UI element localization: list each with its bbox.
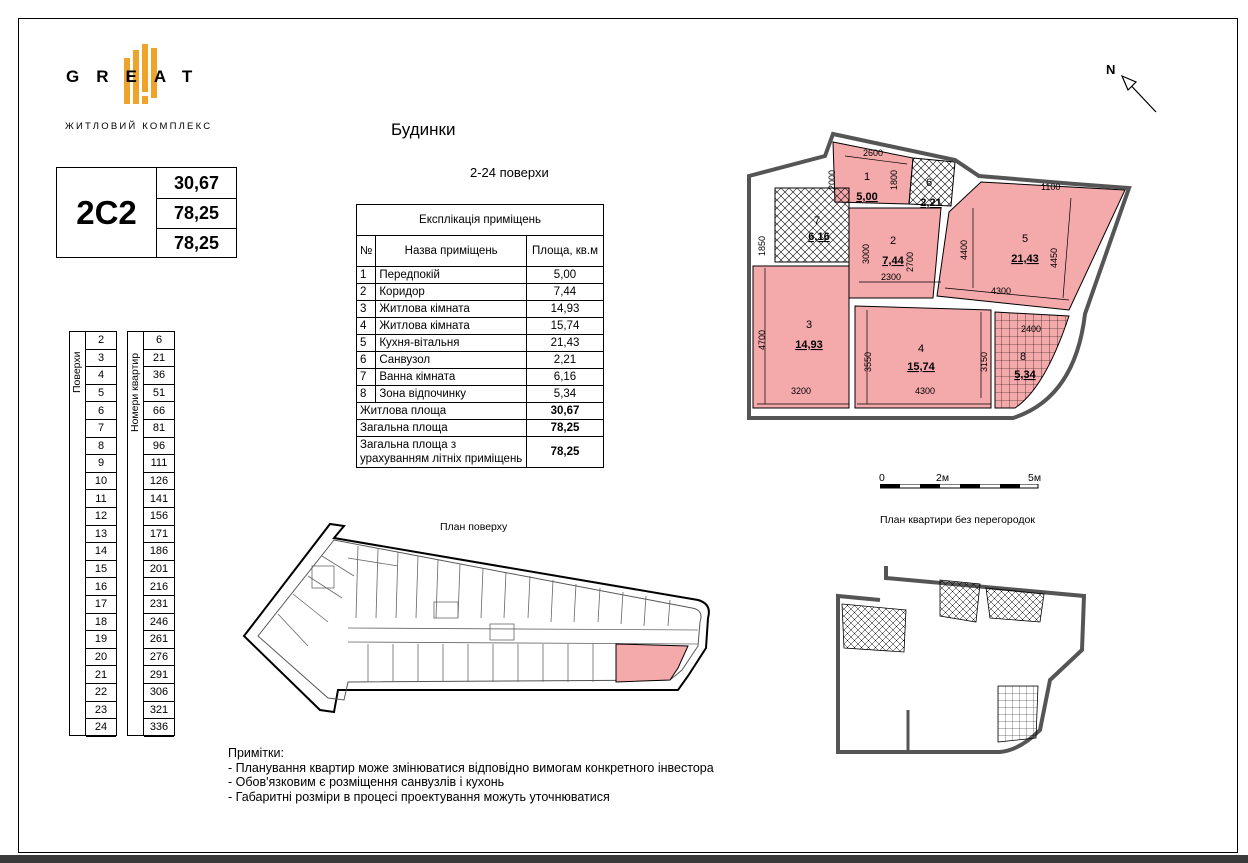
floors-label: Поверхи xyxy=(71,351,83,393)
note-item: - Обов'язковим є розміщення санвузлів і кухонь xyxy=(228,775,505,789)
room-number: 3 xyxy=(805,319,813,331)
apartment-number: 231 xyxy=(144,596,174,614)
table-row xyxy=(357,267,604,284)
apartment-number: 276 xyxy=(144,649,174,667)
apartment-number: 171 xyxy=(144,526,174,544)
column-header: № xyxy=(357,236,376,267)
building-floor-plan xyxy=(238,518,712,718)
table-cell-area: 15,74 xyxy=(527,318,604,335)
table-cell-num: 1 xyxy=(357,267,376,284)
apartment-number: 216 xyxy=(144,578,174,596)
totals-label: Загальна площа xyxy=(357,420,527,437)
room-number: 1 xyxy=(863,171,871,183)
open-plan xyxy=(830,560,1092,760)
table-row xyxy=(357,318,604,335)
apartment-number: 306 xyxy=(144,684,174,702)
table-row xyxy=(357,335,604,352)
column-header: Площа, кв.м xyxy=(527,236,604,267)
table-cell-name: Кухня-вітальня xyxy=(376,335,527,352)
dim-text: 2300 xyxy=(881,272,902,282)
apartment-number: 126 xyxy=(144,473,174,491)
room-area: 5,00 xyxy=(856,191,878,203)
explication-totals xyxy=(357,403,604,468)
floor-number: 16 xyxy=(86,578,116,596)
floor-number: 23 xyxy=(86,702,116,720)
totals-row xyxy=(357,403,604,420)
apartment-number: 246 xyxy=(144,614,174,632)
room-number: 6 xyxy=(925,177,933,189)
bottom-bar xyxy=(0,855,1248,863)
table-cell-num: 4 xyxy=(357,318,376,335)
dim-text: 2600 xyxy=(863,148,884,158)
table-cell-name: Ванна кімната xyxy=(376,369,527,386)
apartment-number: 21 xyxy=(144,350,174,368)
scale-label-0: 0 xyxy=(879,472,885,484)
note-item: - Габаритні розміри в процесі проектування можуть уточнюватися xyxy=(228,789,610,804)
total-area-summer-value: 78,25 xyxy=(173,233,220,253)
totals-row xyxy=(357,437,604,468)
total-area-value: 78,25 xyxy=(173,203,220,223)
table-row xyxy=(357,386,604,403)
floors-range: 2-24 поверхи xyxy=(470,165,549,180)
building-outline xyxy=(244,524,709,712)
living-area-value: 30,67 xyxy=(173,173,220,193)
apartment-numbers-label: Номери квартир xyxy=(129,352,141,432)
notes xyxy=(228,746,714,804)
floor-number: 24 xyxy=(86,719,116,737)
floor-number: 9 xyxy=(86,455,116,473)
floor-number: 15 xyxy=(86,561,116,579)
table-row xyxy=(357,352,604,369)
floor-number: 3 xyxy=(86,350,116,368)
totals-label: Загальна площа з урахуванням літніх приміщень xyxy=(357,437,527,468)
note-item: - Планування квартир може змінюватися відповідно вимогам конкретного інвестора xyxy=(228,760,714,775)
apartment-number: 201 xyxy=(144,561,174,579)
apartment-number: 321 xyxy=(144,702,174,720)
apartment-numbers-column xyxy=(143,331,175,736)
dim-text: 2700 xyxy=(905,251,915,272)
room-area: 5,34 xyxy=(1014,369,1036,381)
apartment-number: 336 xyxy=(144,719,174,737)
floor-number: 17 xyxy=(86,596,116,614)
floor-number: 6 xyxy=(86,402,116,420)
table-cell-name: Житлова кімната xyxy=(376,301,527,318)
notes-heading: Примітки: xyxy=(228,746,284,760)
dim-text: 1100 xyxy=(1041,182,1061,192)
dim-text: 1850 xyxy=(757,235,767,256)
room-number: 7 xyxy=(813,215,821,227)
room-area: 21,43 xyxy=(1011,253,1039,265)
table-cell-area: 21,43 xyxy=(527,335,604,352)
totals-value: 78,25 xyxy=(527,437,604,468)
table-caption: Експлікація приміщень xyxy=(357,205,604,236)
table-cell-area: 5,00 xyxy=(527,267,604,284)
table-cell-name: Санвузол xyxy=(376,352,527,369)
dim-text: 3550 xyxy=(863,351,873,372)
logo-subtitle: ЖИТЛОВИЙ КОМПЛЕКС xyxy=(65,121,213,132)
apartment-number: 291 xyxy=(144,666,174,684)
table-cell-num: 2 xyxy=(357,284,376,301)
floor-number: 11 xyxy=(86,490,116,508)
apartment-number: 66 xyxy=(144,402,174,420)
floor-number: 14 xyxy=(86,543,116,561)
dim-text: 4450 xyxy=(1049,247,1059,268)
table-cell-num: 6 xyxy=(357,352,376,369)
dim-text: 2400 xyxy=(1021,324,1042,334)
table-row xyxy=(357,369,604,386)
dim-text: 1800 xyxy=(889,169,899,190)
apartment-number: 156 xyxy=(144,508,174,526)
table-cell-num: 7 xyxy=(357,369,376,386)
floor-number: 22 xyxy=(86,684,116,702)
table-cell-area: 6,16 xyxy=(527,369,604,386)
table-row xyxy=(357,301,604,318)
dim-text: 4700 xyxy=(757,329,767,350)
floors-column xyxy=(85,331,117,736)
apartment-number: 111 xyxy=(144,455,174,473)
apartment-code: 2С2 xyxy=(57,168,157,257)
room-area: 15,74 xyxy=(907,361,935,373)
north-label: N xyxy=(1106,62,1116,77)
apartment-plan xyxy=(745,128,1135,428)
apartment-number: 6 xyxy=(144,332,174,350)
dim-text: 2000 xyxy=(827,169,837,190)
table-cell-area: 2,21 xyxy=(527,352,604,369)
logo-word: GREAT xyxy=(66,67,210,86)
floor-number: 8 xyxy=(86,438,116,456)
floor-number: 5 xyxy=(86,385,116,403)
totals-value: 30,67 xyxy=(527,403,604,420)
floor-number: 21 xyxy=(86,666,116,684)
floor-number: 19 xyxy=(86,631,116,649)
apartment-number: 261 xyxy=(144,631,174,649)
dim-text: 3150 xyxy=(979,351,989,372)
table-cell-area: 7,44 xyxy=(527,284,604,301)
floor-number: 20 xyxy=(86,649,116,667)
totals-label: Житлова площа xyxy=(357,403,527,420)
table-cell-area: 5,34 xyxy=(527,386,604,403)
floor-number: 7 xyxy=(86,420,116,438)
column-header: Назва приміщень xyxy=(376,236,527,267)
dim-text: 3000 xyxy=(861,243,871,264)
floor-plan-caption: План поверху xyxy=(440,521,508,533)
page-title: Будинки xyxy=(391,120,456,139)
table-cell-num: 8 xyxy=(357,386,376,403)
room-area: 14,93 xyxy=(795,339,823,351)
scale-bar xyxy=(880,484,1042,492)
apartment-number: 186 xyxy=(144,543,174,561)
table-cell-name: Зона відпочинку xyxy=(376,386,527,403)
room-area: 7,44 xyxy=(882,255,904,267)
totals-row xyxy=(357,420,604,437)
apartment-number: 36 xyxy=(144,367,174,385)
explication-table xyxy=(356,204,604,468)
table-cell-num: 3 xyxy=(357,301,376,318)
room-area: 6,16 xyxy=(808,231,830,243)
apartment-number: 51 xyxy=(144,385,174,403)
apartment-number: 141 xyxy=(144,490,174,508)
floor-number: 18 xyxy=(86,614,116,632)
north-arrow-icon xyxy=(1118,72,1162,116)
room-7-bathroom xyxy=(775,188,849,262)
table-cell-num: 5 xyxy=(357,335,376,352)
room-number: 2 xyxy=(889,235,897,247)
table-cell-area: 14,93 xyxy=(527,301,604,318)
table-cell-name: Передпокій xyxy=(376,267,527,284)
dim-text: 4300 xyxy=(991,286,1012,296)
dim-text: 4400 xyxy=(959,239,969,260)
totals-value: 78,25 xyxy=(527,420,604,437)
dim-text: 3200 xyxy=(791,386,812,396)
floor-number: 4 xyxy=(86,367,116,385)
scale-label-2: 2м xyxy=(936,472,950,484)
floor-number: 12 xyxy=(86,508,116,526)
table-cell-name: Коридор xyxy=(376,284,527,301)
table-cell-name: Житлова кімната xyxy=(376,318,527,335)
floor-number: 10 xyxy=(86,473,116,491)
apartment-number: 96 xyxy=(144,438,174,456)
open-plan-caption: План квартири без перегородок xyxy=(880,514,1035,526)
dim-text: 4300 xyxy=(915,386,936,396)
scale-label-5: 5м xyxy=(1028,472,1042,484)
floor-number: 13 xyxy=(86,526,116,544)
logo xyxy=(60,40,250,135)
table-row xyxy=(357,284,604,301)
room-number: 5 xyxy=(1021,233,1029,245)
apartment-number: 81 xyxy=(144,420,174,438)
explication-rows xyxy=(357,267,604,403)
room-number: 8 xyxy=(1019,351,1027,363)
room-area: 2,21 xyxy=(920,197,942,209)
room-number: 4 xyxy=(917,343,925,355)
apartment-code-box xyxy=(56,167,237,258)
floor-number: 2 xyxy=(86,332,116,350)
